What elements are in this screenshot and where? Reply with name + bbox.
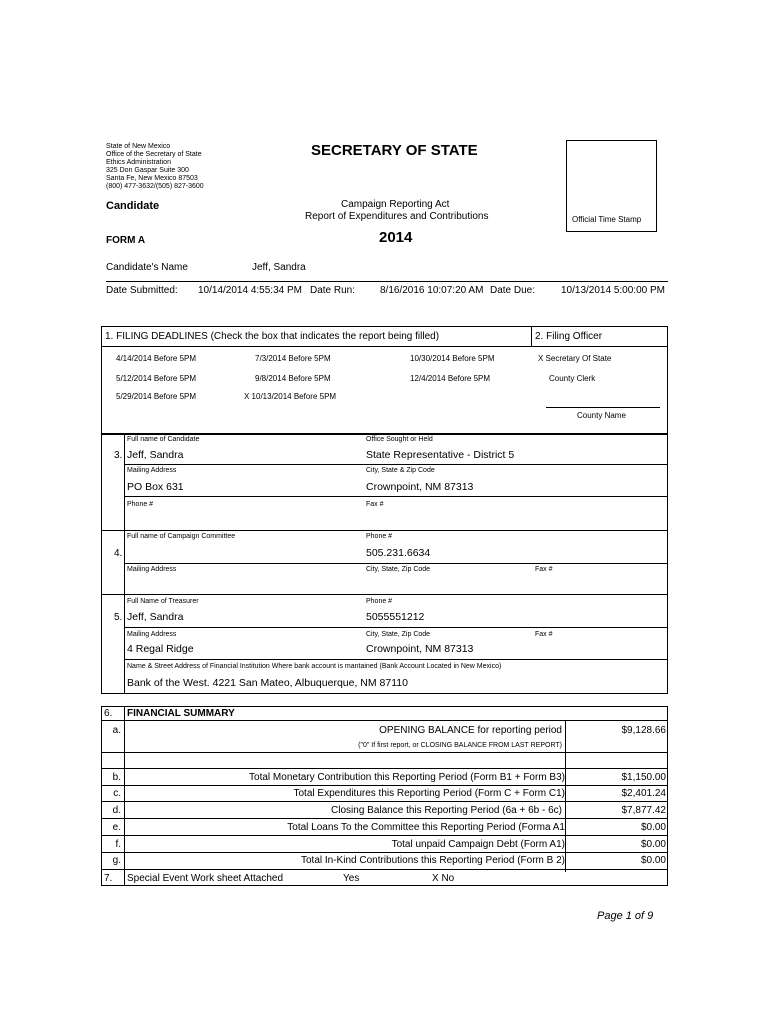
summary-label: Total Loans To the Committee this Reporting Period (Forma A1 xyxy=(287,822,565,833)
officer-clerk-option[interactable]: County Clerk xyxy=(549,374,596,383)
candidate-city: Crownpoint, NM 87313 xyxy=(366,481,474,493)
section-5-number: 5. xyxy=(114,612,123,623)
date-run-label: Date Run: xyxy=(310,285,356,296)
agency-line: Office of the Secretary of State xyxy=(106,151,202,158)
act-title: Campaign Reporting Act xyxy=(341,199,450,210)
field-label: City, State, Zip Code xyxy=(366,631,431,638)
summary-label: Total Monetary Contribution this Reporting Period (Form B1 + Form B3) xyxy=(249,772,565,783)
field-label: Full Name of Treasurer xyxy=(127,598,199,605)
treasurer-name: Jeff, Sandra xyxy=(127,611,184,623)
candidate-heading: Candidate xyxy=(106,200,160,212)
report-year: 2014 xyxy=(379,229,413,246)
summary-letter: a. xyxy=(112,725,121,736)
time-stamp-box xyxy=(566,140,657,232)
agency-line: State of New Mexico xyxy=(106,143,171,150)
candidate-full-name: Jeff, Sandra xyxy=(127,449,184,461)
summary-label: Total In-Kind Contributions this Reporting Period (Form B 2) xyxy=(300,855,565,866)
summary-value: $9,128.66 xyxy=(621,725,666,736)
deadline-option[interactable]: 9/8/2014 Before 5PM xyxy=(255,374,331,383)
committee-phone: 505.231.6634 xyxy=(366,547,431,559)
county-name-label: County Name xyxy=(577,411,626,420)
field-label: Full name of Candidate xyxy=(127,436,200,443)
summary-value: $0.00 xyxy=(640,855,666,866)
report-title: Report of Expenditures and Contributions xyxy=(305,211,489,222)
field-label: Name & Street Address of Financial Institution Where bank account is mantained (Bank Account Located in New Mexico) xyxy=(127,663,502,670)
deadline-option[interactable]: 4/14/2014 Before 5PM xyxy=(116,354,197,363)
deadline-option-selected[interactable]: X 10/13/2014 Before 5PM xyxy=(244,392,337,401)
time-stamp-label: Official Time Stamp xyxy=(572,215,642,224)
financial-summary-title: FINANCIAL SUMMARY xyxy=(127,708,235,719)
agency-line: Ethics Administration xyxy=(106,159,171,166)
office-sought: State Representative - District 5 xyxy=(366,449,515,461)
opening-balance-note: ("0" If first report, or CLOSING BALANCE FROM LAST REPORT) xyxy=(358,742,562,749)
field-label: Mailing Address xyxy=(127,631,177,638)
page-title: SECRETARY OF STATE xyxy=(311,142,478,159)
date-submitted: 10/14/2014 4:55:34 PM xyxy=(198,285,302,296)
field-label: Fax # xyxy=(366,501,384,508)
treasurer-mailing: 4 Regal Ridge xyxy=(127,643,194,655)
field-label: Fax # xyxy=(535,566,553,573)
candidate-name: Jeff, Sandra xyxy=(252,262,306,273)
deadline-option[interactable]: 12/4/2014 Before 5PM xyxy=(410,374,491,383)
filing-deadlines-title: 1. FILING DEADLINES (Check the box that indicates the report being filled) xyxy=(105,331,440,342)
section-7-number: 7. xyxy=(104,873,113,884)
summary-value: $0.00 xyxy=(640,822,666,833)
deadline-option[interactable]: 10/30/2014 Before 5PM xyxy=(410,354,495,363)
summary-value: $0.00 xyxy=(640,839,666,850)
summary-letter: d. xyxy=(112,805,121,816)
treasurer-phone: 5055551212 xyxy=(366,611,425,623)
summary-label: Total Expenditures this Reporting Period (Form C + Form C1) xyxy=(293,788,565,799)
field-label: Phone # xyxy=(366,533,393,540)
summary-letter: c. xyxy=(113,788,121,799)
agency-address xyxy=(106,143,256,191)
section-4-number: 4. xyxy=(114,548,123,559)
summary-label: Total unpaid Campaign Debt (Form A1) xyxy=(391,839,565,850)
deadline-option[interactable]: 7/3/2014 Before 5PM xyxy=(255,354,331,363)
summary-label: Closing Balance this Reporting Period (6a + 6b - 6c) xyxy=(331,805,562,816)
summary-value: $1,150.00 xyxy=(621,772,666,783)
deadline-option[interactable]: 5/12/2014 Before 5PM xyxy=(116,374,197,383)
field-label: City, State & Zip Code xyxy=(366,467,435,474)
special-event-no[interactable]: X No xyxy=(432,873,455,884)
date-run: 8/16/2016 10:07:20 AM xyxy=(380,285,484,296)
candidate-mailing: PO Box 631 xyxy=(127,481,184,493)
date-submitted-label: Date Submitted: xyxy=(106,285,178,296)
field-label: Phone # xyxy=(366,598,393,605)
agency-line: Santa Fe, New Mexico 87503 xyxy=(106,175,198,182)
treasurer-city: Crownpoint, NM 87313 xyxy=(366,643,474,655)
candidate-name-label: Candidate's Name xyxy=(106,262,188,273)
summary-letter: g. xyxy=(112,855,121,866)
section-3-number: 3. xyxy=(114,450,123,461)
date-due-label: Date Due: xyxy=(490,285,536,296)
summary-label: OPENING BALANCE for reporting period xyxy=(379,725,562,736)
field-label: Mailing Address xyxy=(127,467,177,474)
field-label: Phone # xyxy=(127,501,154,508)
field-label: Mailing Address xyxy=(127,566,177,573)
field-label: City, State, Zip Code xyxy=(366,566,431,573)
summary-letter: b. xyxy=(112,772,121,783)
summary-letter: f. xyxy=(115,839,121,850)
field-label: Fax # xyxy=(535,631,553,638)
summary-value: $2,401.24 xyxy=(621,788,666,799)
date-due: 10/13/2014 5:00:00 PM xyxy=(561,285,665,296)
field-label: Full name of Campaign Committee xyxy=(127,533,236,540)
agency-line: (800) 477-3632/(505) 827-3600 xyxy=(106,183,204,190)
bank-info: Bank of the West. 4221 San Mateo, Albuquerque, NM 87110 xyxy=(127,677,408,689)
officer-sos-option[interactable]: X Secretary Of State xyxy=(538,354,612,363)
filing-officer-title: 2. Filing Officer xyxy=(535,331,603,342)
special-event-yes[interactable]: Yes xyxy=(343,873,360,884)
form-label: FORM A xyxy=(106,235,146,246)
field-label: Office Sought or Held xyxy=(366,436,433,443)
page-number: Page 1 of 9 xyxy=(597,910,654,922)
summary-value: $7,877.42 xyxy=(621,805,666,816)
summary-letter: e. xyxy=(112,822,121,833)
deadline-option[interactable]: 5/29/2014 Before 5PM xyxy=(116,392,197,401)
agency-line: 325 Don Gaspar Suite 300 xyxy=(106,167,189,174)
special-event-label: Special Event Work sheet Attached xyxy=(127,873,284,884)
section-6-number: 6. xyxy=(104,708,113,719)
